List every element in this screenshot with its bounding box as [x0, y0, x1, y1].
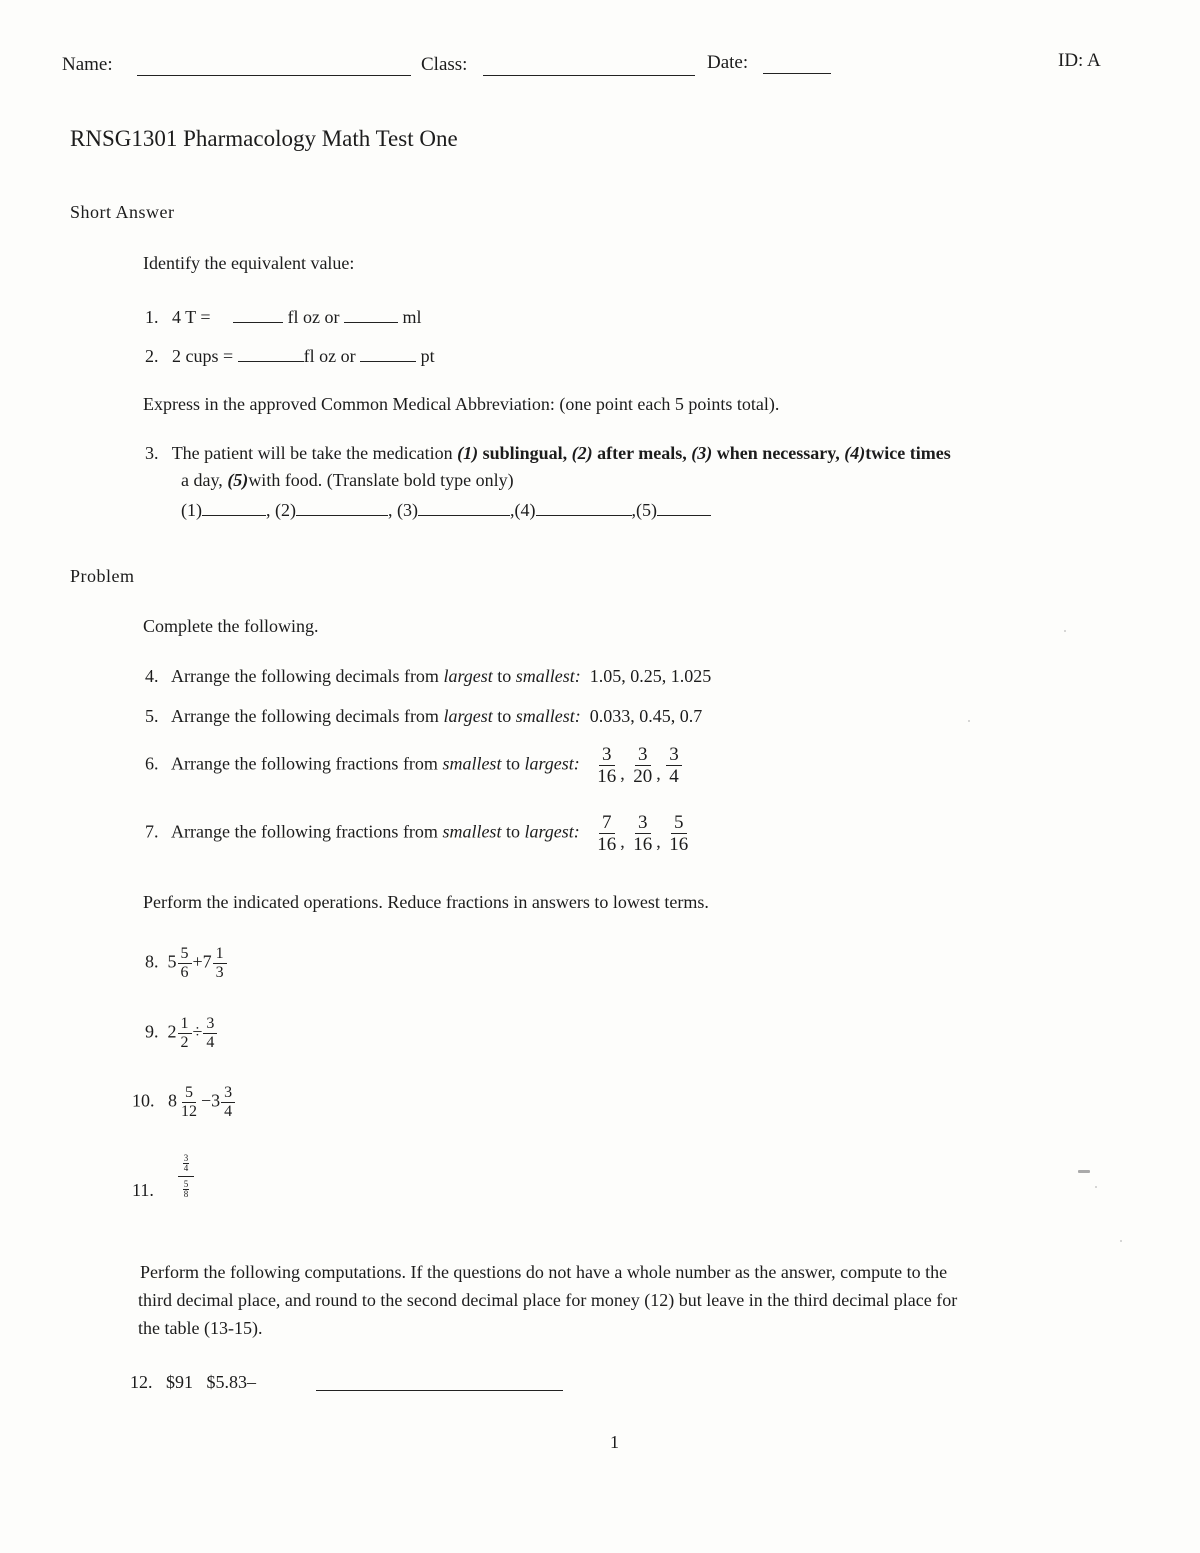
question-1 — [145, 305, 422, 328]
answer-blank[interactable] — [657, 498, 711, 516]
fraction: $\frac{3}{4}$ — [203, 1016, 217, 1051]
section-problem: Problem — [70, 566, 135, 586]
answer-blank[interactable] — [418, 498, 510, 516]
answer-blank[interactable] — [233, 305, 283, 323]
page-title: RNSG1301 Pharmacology Math Test One — [70, 126, 458, 151]
question-12: 12. $91 $5.83– — [130, 1372, 256, 1392]
unit-label: ml — [402, 307, 422, 327]
question-3-line-1: 3. The patient will be take the medication (1) sublingual, (2) after meals, (3) when necessary, (4)twice times — [145, 443, 951, 463]
question-number: 3. — [145, 443, 159, 463]
fraction: $\frac{3}{20}$ — [633, 744, 653, 787]
question-4-values: 1.05, 0.25, 1.025 — [589, 666, 712, 686]
question-5: 5. Arrange the following decimals from largest to smallest: 0.033, 0.45, 0.7 — [145, 706, 703, 726]
name-field[interactable] — [137, 75, 411, 76]
instruction-complete: Complete the following. — [143, 616, 319, 636]
fraction: $\frac{5}{16}$ — [669, 812, 689, 855]
answer-blank[interactable] — [360, 344, 416, 362]
page-number: 1 — [610, 1432, 619, 1452]
instruction-computations-3: the table (13-15). — [138, 1318, 263, 1338]
question-2 — [145, 344, 435, 367]
instruction-computations-2: third decimal place, and round to the second decimal place for money (12) but leave in the third decimal place for — [138, 1290, 958, 1310]
unit-label: fl oz or — [303, 346, 356, 366]
question-1-lhs: 4 T = — [172, 307, 211, 327]
question-number: 2. — [145, 346, 159, 366]
fraction: $\frac{7}{16}$ — [597, 812, 617, 855]
fraction: $\frac{3}{4}$ — [221, 1085, 235, 1120]
question-number: 5. — [145, 706, 159, 726]
question-9: 9. 2 $\frac{1}{2}$ ÷ $\frac{3}{4}$ — [145, 1016, 218, 1051]
question-number: 9. — [145, 1021, 159, 1042]
question-number: 10. — [132, 1090, 155, 1111]
id-label: ID: A — [1058, 50, 1101, 71]
question-6: 6. Arrange the following fractions from smallest to largest: $\frac{3}{16}$ , $\frac{3}{20}$ , $\frac{3}{4}$ — [145, 745, 683, 786]
answer-blank[interactable] — [344, 305, 398, 323]
date-field[interactable] — [763, 73, 831, 74]
scan-speck — [1120, 1240, 1122, 1242]
question-10: 10. 8 $\frac{5}{12}$ −3 $\frac{3}{4}$ — [132, 1085, 236, 1120]
answer-blank[interactable] — [202, 498, 266, 516]
fraction: $\frac{3}{4}$ — [666, 745, 682, 786]
question-11-number: 11. — [132, 1180, 154, 1200]
fraction: $\frac{1}{2}$ — [178, 1016, 192, 1051]
question-number: 1. — [145, 307, 159, 327]
question-number: 7. — [145, 821, 159, 842]
answer-blank[interactable] — [536, 498, 632, 516]
complex-fraction: $\frac{3}{4}$ $\frac{5}{8}$ — [178, 1154, 194, 1199]
instruction-identify: Identify the equivalent value: — [143, 253, 355, 273]
scan-speck — [968, 720, 970, 722]
scan-speck — [1078, 1170, 1090, 1173]
question-number: 12. — [130, 1372, 153, 1392]
question-3-line-2: a day, (5)with food. (Translate bold type only) — [181, 470, 514, 490]
fraction: $\frac{5}{6}$ — [178, 946, 192, 981]
fraction: $\frac{5}{12}$ — [181, 1084, 197, 1120]
instruction-computations-1: Perform the following computations. If the questions do not have a whole number as the answer, compute to the — [140, 1262, 948, 1282]
class-label: Class: — [421, 54, 468, 75]
question-4: 4. Arrange the following decimals from largest to smallest: 1.05, 0.25, 1.025 — [145, 666, 712, 686]
section-short-answer: Short Answer — [70, 202, 175, 222]
answer-blank[interactable] — [296, 498, 388, 516]
answer-blank[interactable] — [316, 1390, 563, 1391]
fraction: $\frac{3}{16}$ — [597, 744, 617, 787]
fraction: $\frac{1}{3}$ — [213, 946, 227, 981]
question-2-lhs: 2 cups = — [172, 346, 234, 366]
question-number: 4. — [145, 666, 159, 686]
unit-label: pt — [420, 346, 435, 366]
name-label: Name: — [62, 54, 113, 75]
question-3-answers: (1) , (2) , (3) ,(4) ,(5) — [181, 498, 711, 521]
question-number: 8. — [145, 951, 159, 972]
fraction: $\frac{3}{16}$ — [633, 812, 653, 855]
scan-speck — [1095, 1186, 1097, 1188]
date-label: Date: — [707, 52, 749, 73]
scan-speck — [1064, 630, 1066, 632]
unit-label: fl oz or — [287, 307, 340, 327]
class-field[interactable] — [483, 75, 695, 76]
question-7: 7. Arrange the following fractions from smallest to largest: $\frac{7}{16}$ , $\frac{3}{16}$ , $\frac{5}{16}$ — [145, 813, 692, 854]
instruction-perform-operations: Perform the indicated operations. Reduce fractions in answers to lowest terms. — [143, 892, 709, 912]
instruction-express: Express in the approved Common Medical Abbreviation: (one point each 5 points total). — [143, 394, 780, 414]
question-number: 6. — [145, 753, 159, 774]
question-8: 8. 5 $\frac{5}{6}$ +7 $\frac{1}{3}$ — [145, 946, 228, 981]
question-5-values: 0.033, 0.45, 0.7 — [589, 706, 703, 726]
answer-blank[interactable] — [238, 344, 304, 362]
